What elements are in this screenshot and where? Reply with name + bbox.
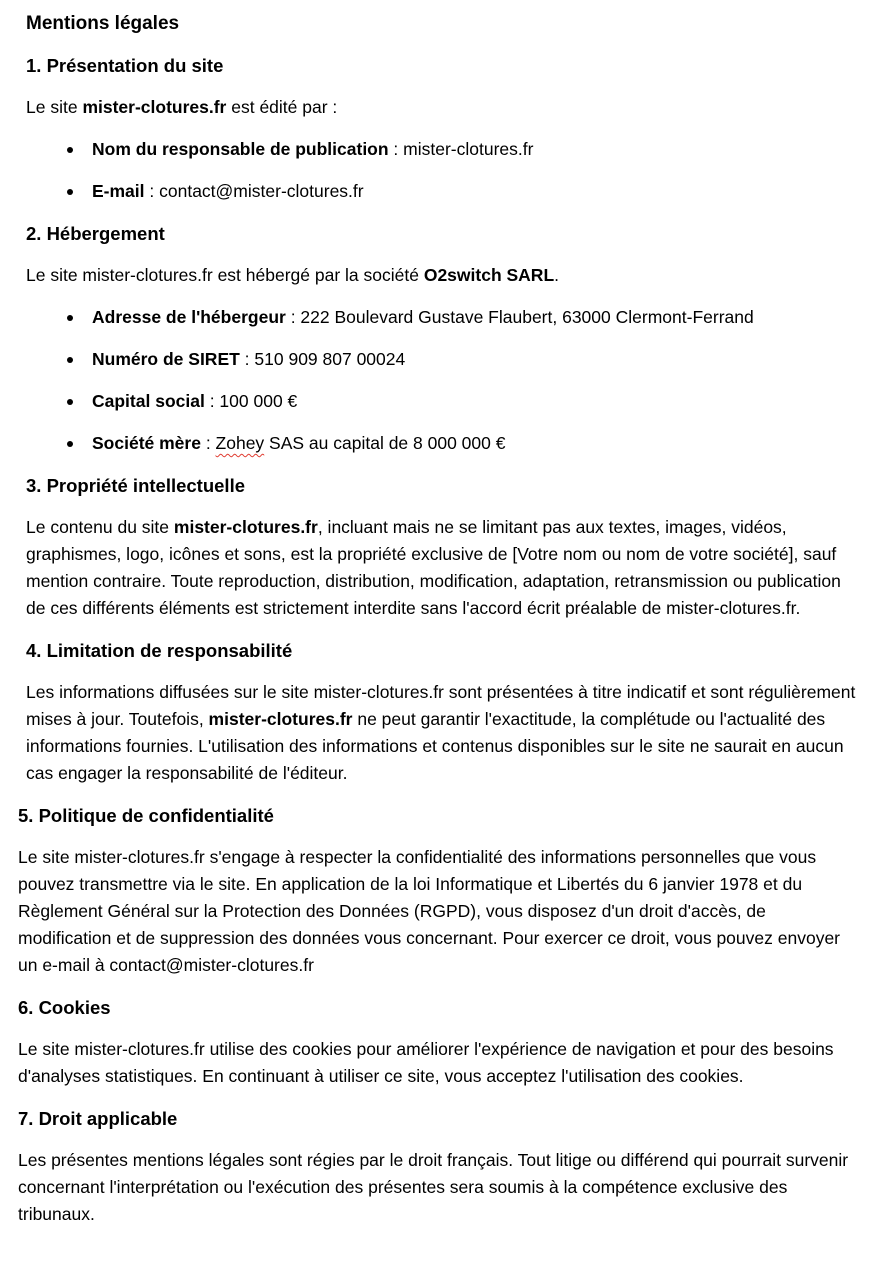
text-run: : 222 Boulevard Gustave Flaubert, 63000 Clermont-Ferrand xyxy=(285,307,754,327)
bold-text: E-mail xyxy=(92,181,145,201)
bold-text: Capital social xyxy=(92,391,205,411)
text-run: ne peut garantir l'exactitude, la complétude ou l'actualité des informations fournies. L'utilisation des informations et contenus disponibles sur le site ne saurait en aucun cas engager la responsabilité de l'éditeur. xyxy=(26,709,844,783)
list-item xyxy=(26,430,862,457)
section xyxy=(18,802,862,979)
section-heading: 3. Propriété intellectuelle xyxy=(26,475,245,496)
paragraph xyxy=(26,94,862,121)
paragraph xyxy=(26,679,862,787)
text-run: Les informations diffusées sur le site mister-clotures.fr sont présentées à titre indicatif et sont régulièrement mises à jour. Toutefois, xyxy=(26,682,856,729)
section-heading: 2. Hébergement xyxy=(26,223,165,244)
bold-text: mister-clotures.fr xyxy=(208,709,353,729)
bold-text: mister-clotures.fr xyxy=(82,97,227,117)
bullet-list xyxy=(26,136,862,205)
section-heading: 1. Présentation du site xyxy=(26,55,224,76)
text-run: : 510 909 807 00024 xyxy=(239,349,406,369)
text-run: Le site mister-clotures.fr s'engage à respecter la confidentialité des informations personnelles que vous pouvez transmettre via le site. En application de la loi Informatique et Libertés du 6 janvier 1978 et du Règlement Général sur la Protection des Données (RGPD), vous disposez d'un droit d'accès, de modification et de suppression des données vous concernant. Pour exercer ce droit, vous pouvez envoyer un e-mail à contact@mister-clotures.fr xyxy=(18,847,841,975)
section-heading: 5. Politique de confidentialité xyxy=(18,805,274,826)
section xyxy=(26,220,862,457)
text-run: : 100 000 € xyxy=(204,391,298,411)
text-run: : mister-clotures.fr xyxy=(388,139,534,159)
text-run: . xyxy=(554,265,560,285)
list-item xyxy=(26,178,862,205)
section xyxy=(26,472,862,622)
section xyxy=(18,1105,862,1228)
paragraph xyxy=(18,844,862,979)
text-run: , incluant mais ne se limitant pas aux textes, images, vidéos, graphismes, logo, icônes et sons, est la propriété exclusive de [Votre nom ou nom de votre société], sauf mention contraire. Toute reproduction, distribution, modification, adaptation, retransmission ou publication de ces différents éléments est strictement interdite sans l'accord écrit préalable de mister-clotures.fr. xyxy=(26,517,841,618)
list-item xyxy=(26,346,862,373)
text-run: Le site xyxy=(26,97,83,117)
text-run: : xyxy=(200,433,216,453)
spellcheck-flagged-word: Zohey xyxy=(215,433,265,453)
bold-text: Société mère xyxy=(92,433,201,453)
page-title: Mentions légales xyxy=(26,13,180,34)
list-item xyxy=(26,136,862,163)
text-run: Le site mister-clotures.fr est hébergé par la société xyxy=(26,265,424,285)
section-heading: 4. Limitation de responsabilité xyxy=(26,640,293,661)
list-item xyxy=(26,304,862,331)
bold-text: Numéro de SIRET xyxy=(92,349,240,369)
section-heading: 6. Cookies xyxy=(18,997,111,1018)
bold-text: Nom du responsable de publication xyxy=(92,139,389,159)
text-run: est édité par : xyxy=(226,97,338,117)
section xyxy=(26,637,862,787)
section xyxy=(26,52,862,205)
paragraph xyxy=(26,514,862,622)
bullet-icon xyxy=(67,357,73,363)
bold-text: Adresse de l'hébergeur xyxy=(92,307,286,327)
section xyxy=(18,994,862,1090)
bold-text: mister-clotures.fr xyxy=(173,517,318,537)
bullet-list xyxy=(26,304,862,457)
text-run: SAS au capital de 8 000 000 € xyxy=(264,433,506,453)
bullet-icon xyxy=(67,441,73,447)
text-run: Les présentes mentions légales sont régies par le droit français. Tout litige ou différend qui pourrait survenir concernant l'interprétation ou l'exécution des présentes sera soumis à la compétence exclusive des tribunaux. xyxy=(18,1150,849,1224)
text-run: Le site mister-clotures.fr utilise des cookies pour améliorer l'expérience de navigation et pour des besoins d'analyses statistiques. En continuant à utiliser ce site, vous acceptez l'utilisation des cookies. xyxy=(18,1039,834,1086)
bullet-icon xyxy=(67,189,73,195)
paragraph xyxy=(26,262,862,289)
paragraph xyxy=(18,1036,862,1090)
list-item xyxy=(26,388,862,415)
text-run: Le contenu du site xyxy=(26,517,174,537)
document-sections xyxy=(18,52,862,1228)
section-heading: 7. Droit applicable xyxy=(18,1108,178,1129)
bold-text: O2switch SARL xyxy=(423,265,555,285)
bullet-icon xyxy=(67,315,73,321)
paragraph xyxy=(18,1147,862,1228)
text-run: : contact@mister-clotures.fr xyxy=(144,181,364,201)
bullet-icon xyxy=(67,147,73,153)
bullet-icon xyxy=(67,399,73,405)
